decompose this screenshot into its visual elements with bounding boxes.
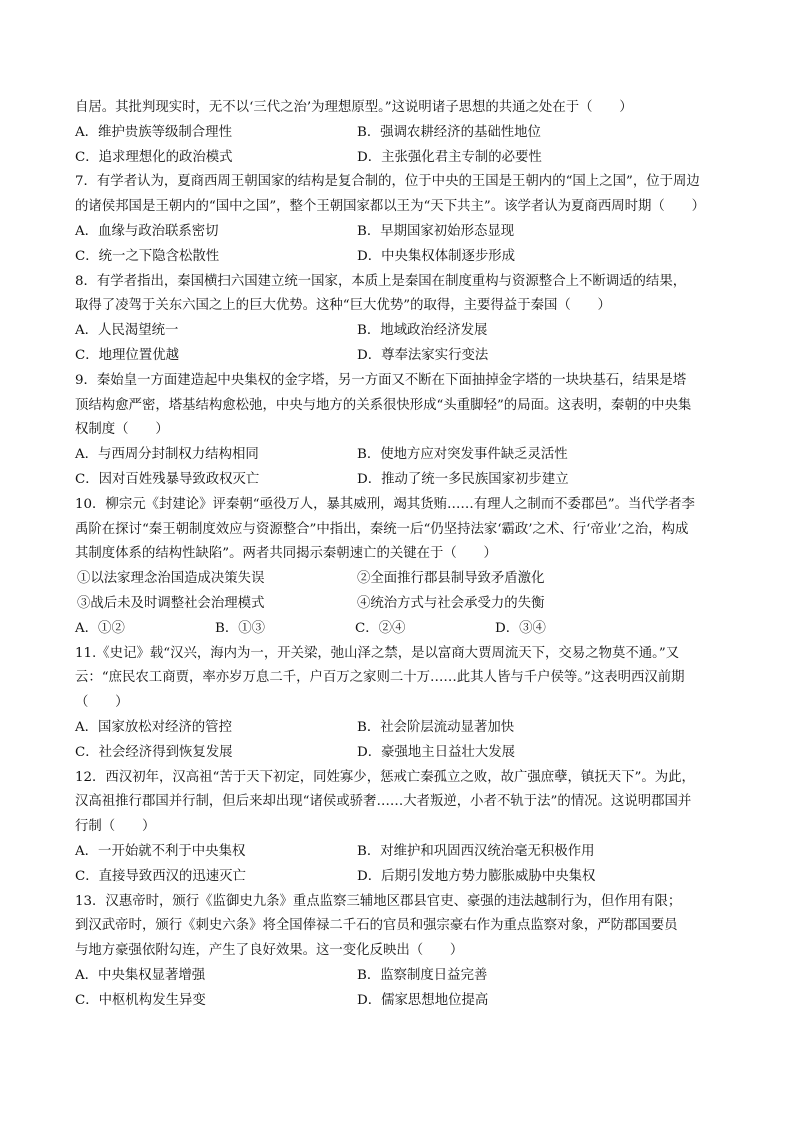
options-row bbox=[75, 617, 723, 642]
question-7 bbox=[75, 170, 723, 269]
options-row bbox=[75, 964, 723, 989]
question-text-line: 11.《史记》载“汉兴，海内为一，开关梁，弛山泽之禁，是以富商大贾周流天下，交易之物莫不通。”又 bbox=[75, 645, 680, 661]
options-row bbox=[75, 245, 723, 270]
option-b[interactable]: B．地域政治经济发展 bbox=[357, 323, 488, 339]
options-row bbox=[75, 319, 723, 344]
question-text-line: 8．有学者指出，秦国横扫六国建立统一国家，本质上是秦国在制度重构与资源整合上不断调适的结果， bbox=[75, 273, 687, 289]
option-b[interactable]: B．早期国家初始形态显现 bbox=[357, 223, 515, 239]
question-text-line: 顶结构愈严密，塔基结构愈松弛，中央与地方的关系很快形成“头重脚轻”的局面。这表明，秦朝的中央集 bbox=[75, 397, 692, 413]
statement-1: ①以法家理念治国造成决策失误 bbox=[77, 571, 265, 587]
option-a[interactable]: A．血缘与政治联系密切 bbox=[75, 223, 219, 239]
option-b[interactable]: B．社会阶层流动显著加快 bbox=[357, 719, 515, 735]
option-c[interactable]: C．因对百姓残暴导致政权灭亡 bbox=[75, 471, 260, 487]
question-6 bbox=[75, 96, 723, 170]
options-row bbox=[75, 741, 723, 766]
option-a[interactable]: A．与西周分封制权力结构相同 bbox=[75, 447, 259, 463]
options-row bbox=[75, 716, 723, 741]
option-d[interactable]: D．中央集权体制逐步形成 bbox=[357, 248, 516, 264]
question-11 bbox=[75, 642, 723, 766]
question-12 bbox=[75, 766, 723, 890]
option-b[interactable]: B．监察制度日益完善 bbox=[357, 967, 488, 983]
question-text-line: 云：“庶民农工商贾，率亦岁万息二千，户百万之家则二十万……此其人皆与千户侯等。”这表明西汉前期 bbox=[75, 670, 685, 686]
option-a[interactable]: A．人民渴望统一 bbox=[75, 323, 179, 339]
question-text-line: 自居。其批判现实时，无不以‘三代之治’为理想原型。”这说明诸子思想的共通之处在于（ ） bbox=[75, 100, 633, 115]
question-text-line: 12．西汉初年，汉高祖“苦于天下初定，同姓寡少，惩戒亡秦孤立之败，故广强庶孽，镇抚天下”。为此， bbox=[75, 769, 695, 785]
option-d[interactable]: D．后期引发地方势力膨胀威胁中央集权 bbox=[357, 868, 596, 884]
option-d[interactable]: D．尊奉法家实行变法 bbox=[357, 347, 489, 363]
options-row bbox=[75, 121, 723, 146]
option-c[interactable]: C．统一之下隐含松散性 bbox=[75, 248, 220, 264]
question-text-line: 其制度体系的结构性缺陷”。两者共同揭示秦朝速亡的关键在于（ ） bbox=[75, 546, 497, 562]
option-b[interactable]: B．对维护和巩固西汉统治毫无积极作用 bbox=[357, 843, 595, 859]
question-text-line: 取得了凌驾于关东六国之上的巨大优势。这种“巨大优势”的取得，主要得益于秦国（ ） bbox=[75, 298, 611, 314]
statement-2: ②全面推行郡县制导致矛盾激化 bbox=[357, 571, 545, 587]
options-row bbox=[75, 443, 723, 468]
option-d[interactable]: D．儒家思想地位提高 bbox=[357, 992, 489, 1008]
options-row bbox=[75, 146, 723, 171]
option-d[interactable]: D．主张强化君主专制的必要性 bbox=[357, 149, 542, 165]
option-d[interactable]: D．③④ bbox=[495, 620, 546, 636]
statement-4: ④统治方式与社会承受力的失衡 bbox=[357, 595, 545, 611]
option-a[interactable]: A．国家放松对经济的管控 bbox=[75, 719, 232, 735]
options-row bbox=[75, 468, 723, 493]
option-c[interactable]: C．中枢机构发生异变 bbox=[75, 992, 206, 1008]
options-row bbox=[75, 989, 723, 1014]
question-text-line: 10．柳宗元《封建论》评秦朝“亟役万人，暴其威刑，竭其货贿……有理人之制而不委郡邑”。当代学者李 bbox=[75, 496, 695, 512]
question-text-line: 13．汉惠帝时，颁行《监御史九条》重点监察三辅地区郡县官吏、豪强的违法越制行为，但作用有限； bbox=[75, 893, 682, 909]
options-row bbox=[75, 220, 723, 245]
option-c[interactable]: C．地理位置优越 bbox=[75, 347, 179, 363]
question-13 bbox=[75, 890, 723, 1014]
option-b[interactable]: B．强调农耕经济的基础性地位 bbox=[357, 124, 541, 140]
question-text-line: 到汉武帝时，颁行《刺史六条》将全国俸禄二千石的官员和强宗豪右作为重点监察对象，严防郡国要员 bbox=[75, 918, 678, 934]
option-c[interactable]: C．追求理想化的政治模式 bbox=[75, 149, 233, 165]
question-text-line: （ ） bbox=[75, 695, 129, 711]
question-text-line: 7．有学者认为，夏商西周王朝国家的结构是复合制的，位于中央的王国是王朝内的“国上之国”，位于周边 bbox=[75, 174, 700, 190]
question-10 bbox=[75, 493, 723, 642]
option-a[interactable]: A．一开始就不利于中央集权 bbox=[75, 843, 246, 859]
option-b[interactable]: B．使地方应对突发事件缺乏灵活性 bbox=[357, 447, 568, 463]
statement-3: ③战后未及时调整社会治理模式 bbox=[77, 595, 265, 611]
exam-page bbox=[75, 96, 723, 1013]
option-a[interactable]: A．维护贵族等级制合理性 bbox=[75, 124, 232, 140]
statements-row bbox=[75, 592, 723, 617]
question-text-line: 9．秦始皇一方面建造起中央集权的金字塔，另一方面又不断在下面抽掉金字塔的一块块基石，结果是塔 bbox=[75, 372, 687, 388]
question-text-line: 行制（ ） bbox=[75, 819, 156, 835]
option-b[interactable]: B．①③ bbox=[215, 620, 266, 636]
option-d[interactable]: D．推动了统一多民族国家初步建立 bbox=[357, 471, 569, 487]
option-c[interactable]: C．社会经济得到恢复发展 bbox=[75, 744, 233, 760]
question-text-line: 的诸侯邦国是王朝内的“国中之国”，整个王朝国家都以王为“天下共主”。该学者认为夏商西周时期（ ） bbox=[75, 199, 705, 215]
options-row bbox=[75, 344, 723, 369]
question-8 bbox=[75, 270, 723, 369]
statements-row bbox=[75, 567, 723, 592]
question-text-line: 禹阶在探讨“秦王朝制度效应与资源整合”中指出，秦统一后“仍坚持法家‘霸政’之术、行‘帝业’之治，构成 bbox=[75, 521, 689, 537]
question-text-line: 汉高祖推行郡国并行制，但后来却出现“诸侯或骄奢……大者叛逆，小者不轨于法”的情况。这说明郡国并 bbox=[75, 794, 692, 810]
options-row bbox=[75, 865, 723, 890]
question-text-line: 权制度（ ） bbox=[75, 422, 169, 438]
option-c[interactable]: C．直接导致西汉的迅速灭亡 bbox=[75, 868, 246, 884]
option-a[interactable]: A．中央集权显著增强 bbox=[75, 967, 206, 983]
question-text-line: 与地方豪强依附勾连，产生了良好效果。这一变化反映出（ ） bbox=[75, 943, 464, 959]
option-c[interactable]: C．②④ bbox=[355, 620, 406, 636]
options-row bbox=[75, 840, 723, 865]
option-d[interactable]: D．豪强地主日益壮大发展 bbox=[357, 744, 516, 760]
question-9 bbox=[75, 369, 723, 493]
option-a[interactable]: A．①② bbox=[75, 620, 125, 636]
